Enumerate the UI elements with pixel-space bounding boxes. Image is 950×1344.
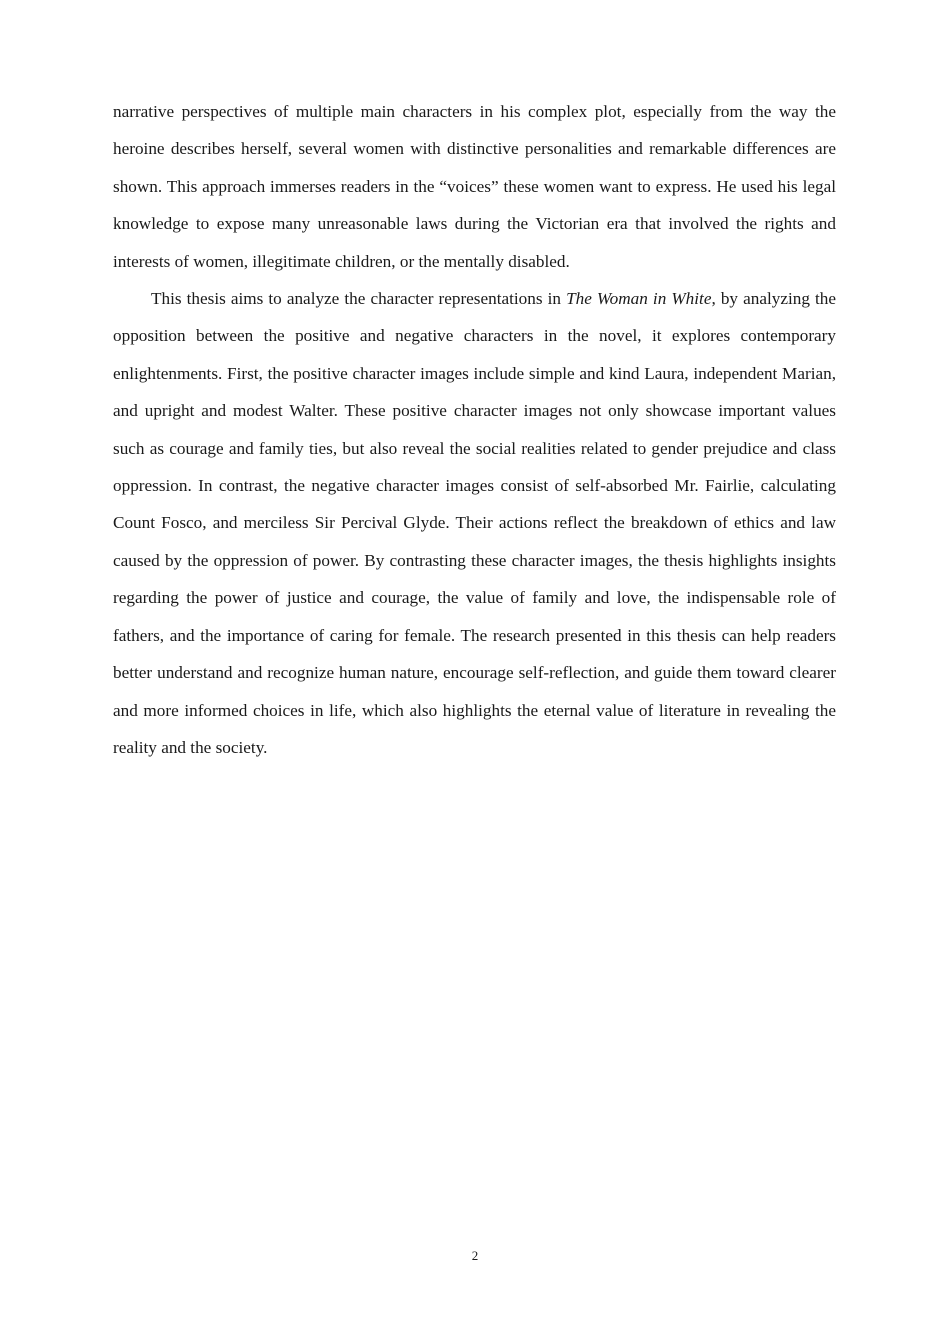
body-paragraph-1: narrative perspectives of multiple main characters in his complex plot, especially from the way the heroine describes herself, several women with distinctive personalities and remarkable differences are shown. This approach immerses readers in the “voices” these women want to express. He used his legal knowledge to expose many unreasonable laws during the Victorian era that involved the rights and interests of women, illegitimate children, or the mentally disabled. <box>113 102 836 271</box>
document-page <box>113 93 836 766</box>
page-number: 2 <box>471 1248 479 1263</box>
paragraph-2-lead: This thesis aims to analyze the character representations in <box>151 289 567 309</box>
novel-title: The Woman in White <box>566 289 712 309</box>
body-paragraph-2 <box>113 280 836 766</box>
paragraph-2-rest: , by analyzing the opposition between the positive and negative characters in the novel, it explores contemporary enlightenments. First, the positive character images include simple and kind Laura, independent Marian, and upright and modest Walter. These positive character images not only showcase important values such as courage and family ties, but also reveal the social realities related to gender prejudice and class oppression. In contrast, the negative character images consist of self-absorbed Mr. Fairlie, calculating Count Fosco, and merciless Sir Percival Glyde. Their actions reflect the breakdown of ethics and law caused by the oppression of power. By contrasting these character images, the thesis highlights insights regarding the power of justice and courage, the value of family and love, the indispensable role of fathers, and the importance of caring for female. The research presented in this thesis can help readers better understand and recognize human nature, encourage self-reflection, and guide them toward clearer and more informed choices in life, which also highlights the eternal value of literature in revealing the reality and the society. <box>113 289 836 757</box>
